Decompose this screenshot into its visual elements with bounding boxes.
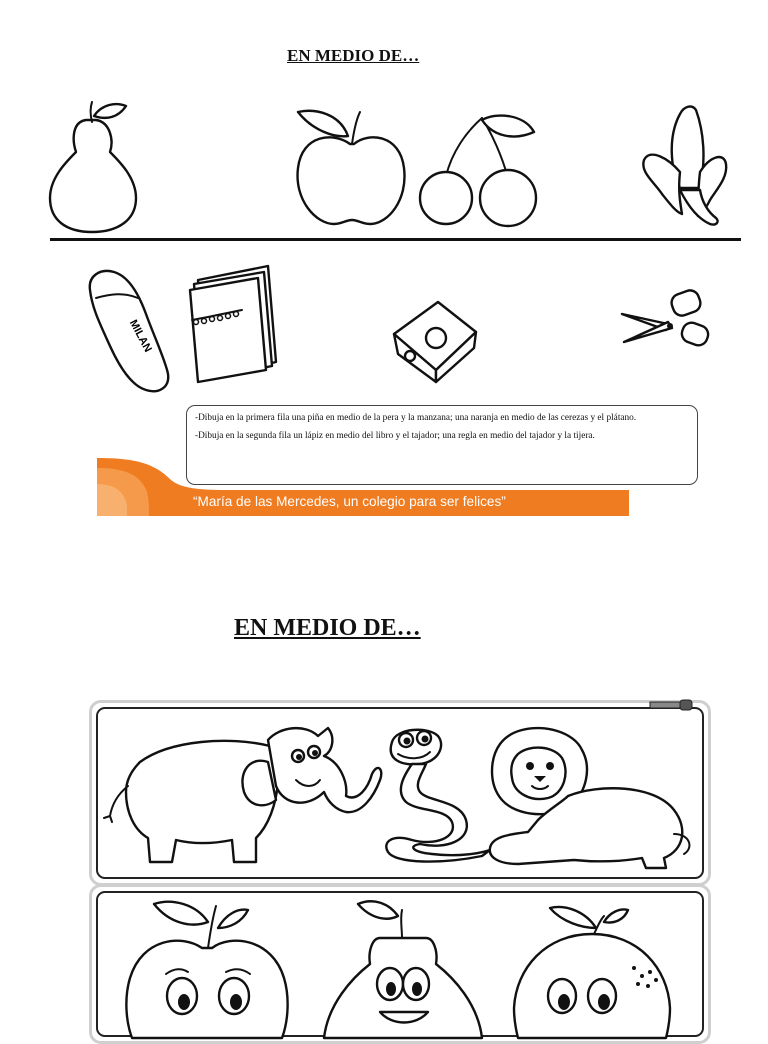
pencil-tip-icon: [648, 698, 696, 712]
divider-line: [50, 238, 741, 241]
pear-icon: [44, 100, 144, 236]
page-title: EN MEDIO DE…: [287, 46, 420, 65]
scissors-icon: [618, 286, 714, 354]
instruction-1: -Dibuja en la primera fila una piña en medio de la pera y la manzana; una naranja en medio de las cerezas y el plátano.: [195, 413, 637, 423]
apple-face-icon: [122, 898, 292, 1038]
sharpener-icon: [388, 298, 480, 384]
instruction-2: -Dibuja en la segunda fila un lápiz en medio del libro y el tajador; una regla en medio del tajador y la tijera.: [195, 431, 595, 441]
lion-icon: [478, 724, 698, 878]
elephant-icon: [100, 722, 384, 872]
orange-face-icon: [506, 898, 676, 1038]
pear-face-icon: [318, 894, 488, 1038]
banana-icon: [640, 102, 730, 232]
eraser-icon: [84, 268, 176, 396]
notebook-icon: [182, 262, 282, 382]
page-title-2: EN MEDIO DE…: [234, 615, 421, 641]
banner-slogan: “María de las Mercedes, un colegio para ser felices”: [193, 494, 506, 509]
apple-icon: [294, 108, 412, 228]
eraser-brand: MILAN: [126, 317, 154, 355]
cherries-icon: [416, 112, 542, 224]
